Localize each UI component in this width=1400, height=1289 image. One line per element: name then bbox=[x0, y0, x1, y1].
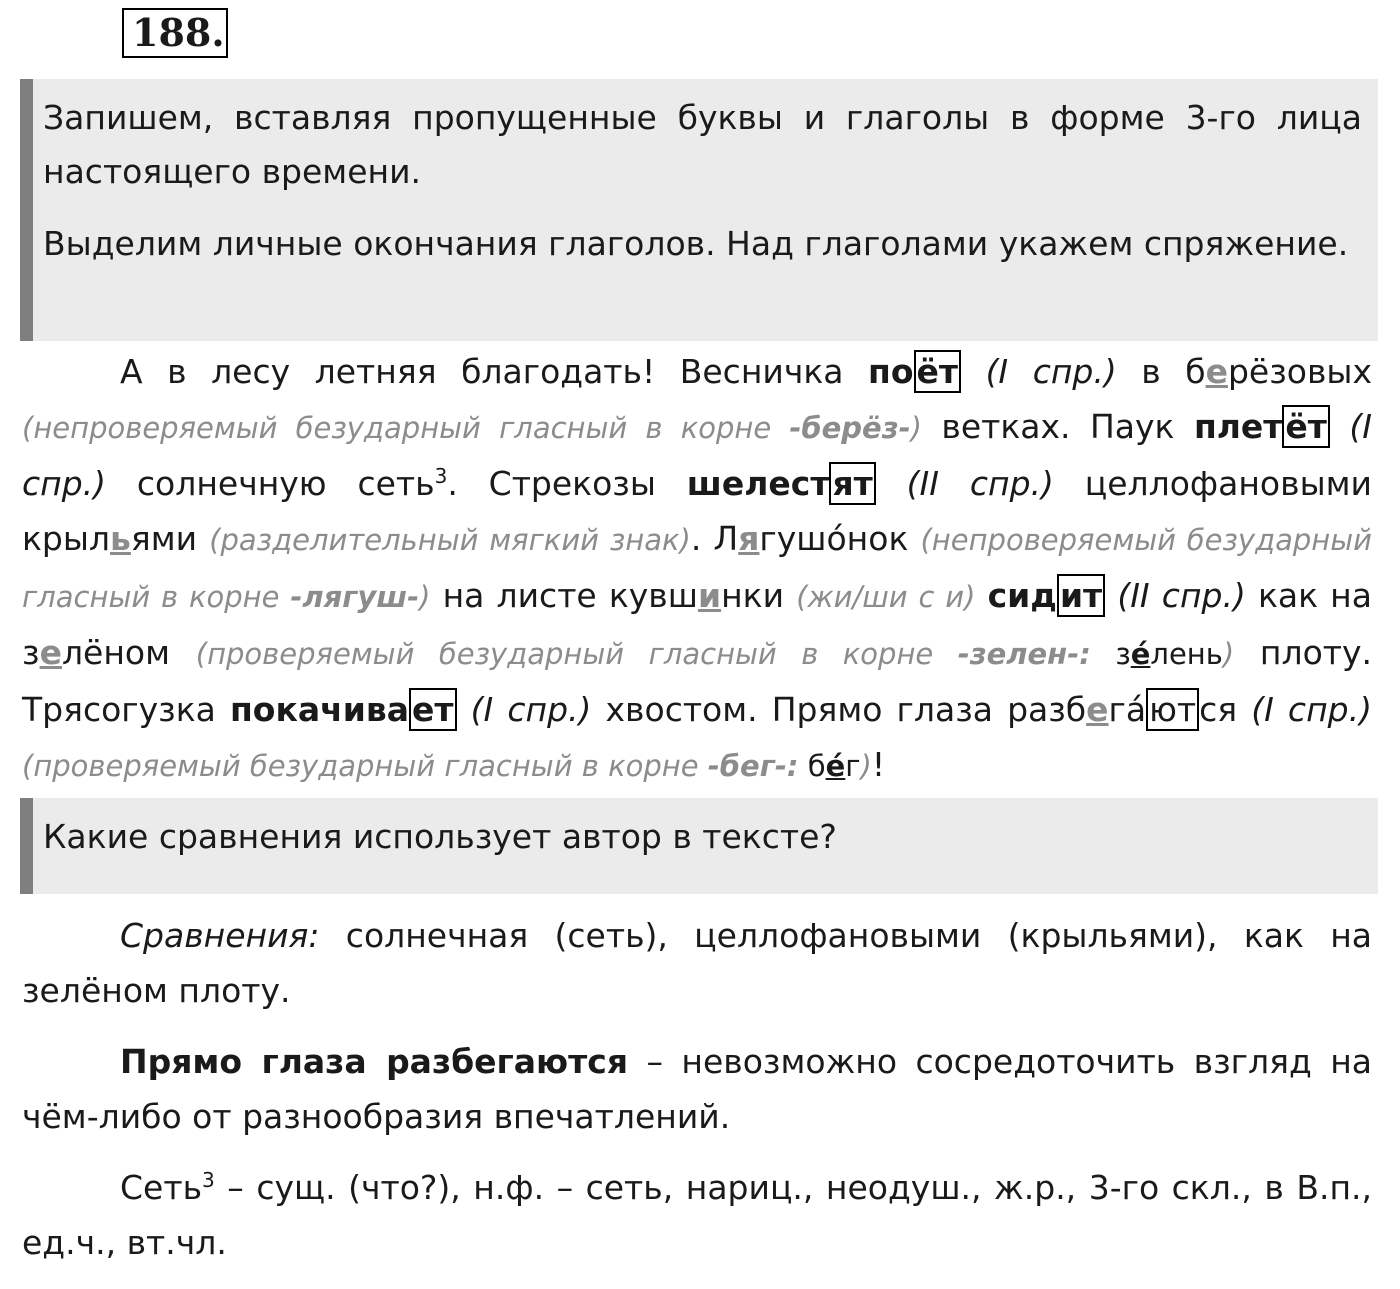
verb-ending-box: ют bbox=[1146, 688, 1199, 731]
inserted-letter: я bbox=[738, 519, 760, 558]
inserted-letter: е bbox=[1205, 352, 1228, 391]
spelling-comment: (непроверяемый безударный гласный в корне -берёз-) bbox=[22, 411, 922, 445]
inserted-letter: е bbox=[39, 633, 62, 672]
main-text: А в лесу летняя благодать! Весничка поёт (I спр.) в берёзовых (непроверяемый безударный гласный в корне -берёз-) ветках. Паук плетёт (I спр.) солнечную сеть$^3$. Стрекозы шелестят (II спр.) целлофановыми крыльями (разделительный мягкий знак). Лягушóнок (непроверяемый безударный гласный в корне -лягуш-) на листе кувшинки (жи/ши с и) сидит (II спр.) как на зелёном (проверяемый безударный гласный в корне -зелен-: зéлень) плоту. Трясогузка покачивает (I спр.) хвостом. Прямо глаза разбегáются (I спр.) (проверяемый безударный гласный в корне -бег-: бéг)! bbox=[22, 352, 1373, 784]
task-instructions bbox=[20, 79, 1378, 341]
verb-ending-box: ет bbox=[409, 688, 457, 731]
inserted-letter: и bbox=[697, 576, 722, 615]
verb-ending-box: ёт bbox=[914, 350, 962, 393]
spelling-comment: (проверяемый безударный гласный в корне -зелен-: зéлень) bbox=[195, 637, 1235, 671]
idiom-explanation: Прямо глаза разбегаются – невозможно сосредоточить взгляд на чём-либо от разнообразия впечатлений. bbox=[22, 1042, 1372, 1136]
spelling-comment: (проверяемый безударный гласный в корне -бег-: бéг) bbox=[22, 749, 872, 783]
exercise-number: 188. bbox=[122, 8, 228, 58]
spelling-comment: (непроверяемый безударный гласный в корне -лягуш-) bbox=[22, 523, 1372, 614]
verb-ending-box: ят bbox=[829, 462, 875, 505]
spelling-comment: (жи/ши с и) bbox=[796, 580, 976, 614]
answer-comparisons: Сравнения: солнечная (сеть), целлофановыми (крыльями), как на зелёном плоту. bbox=[22, 916, 1372, 1010]
answer-label: Сравнения: bbox=[120, 916, 320, 955]
spelling-comment: (разделительный мягкий знак) bbox=[209, 523, 691, 557]
question-text: Какие сравнения использует автор в тексте? bbox=[43, 817, 837, 856]
idiom-phrase: Прямо глаза разбегаются bbox=[120, 1042, 629, 1081]
task-paragraph-2: Выделим личные окончания глаголов. Над глаголами укажем спряжение. bbox=[43, 224, 1349, 263]
task-paragraph-1: Запишем, вставляя пропущенные буквы и глаголы в форме 3-го лица настоящего времени. bbox=[43, 98, 1362, 191]
inserted-letter: ь bbox=[110, 519, 131, 558]
verb-ending-box: ит bbox=[1057, 574, 1105, 617]
task-question bbox=[20, 798, 1378, 894]
verb-ending-box: ёт bbox=[1282, 405, 1330, 448]
inserted-letter: е bbox=[1086, 690, 1109, 729]
word-analysis: Сеть$^3$ – сущ. (что?), н.ф. – сеть, нариц., неодуш., ж.р., 3-го скл., в В.п., ед.ч., вт.чл. bbox=[22, 1168, 1372, 1262]
